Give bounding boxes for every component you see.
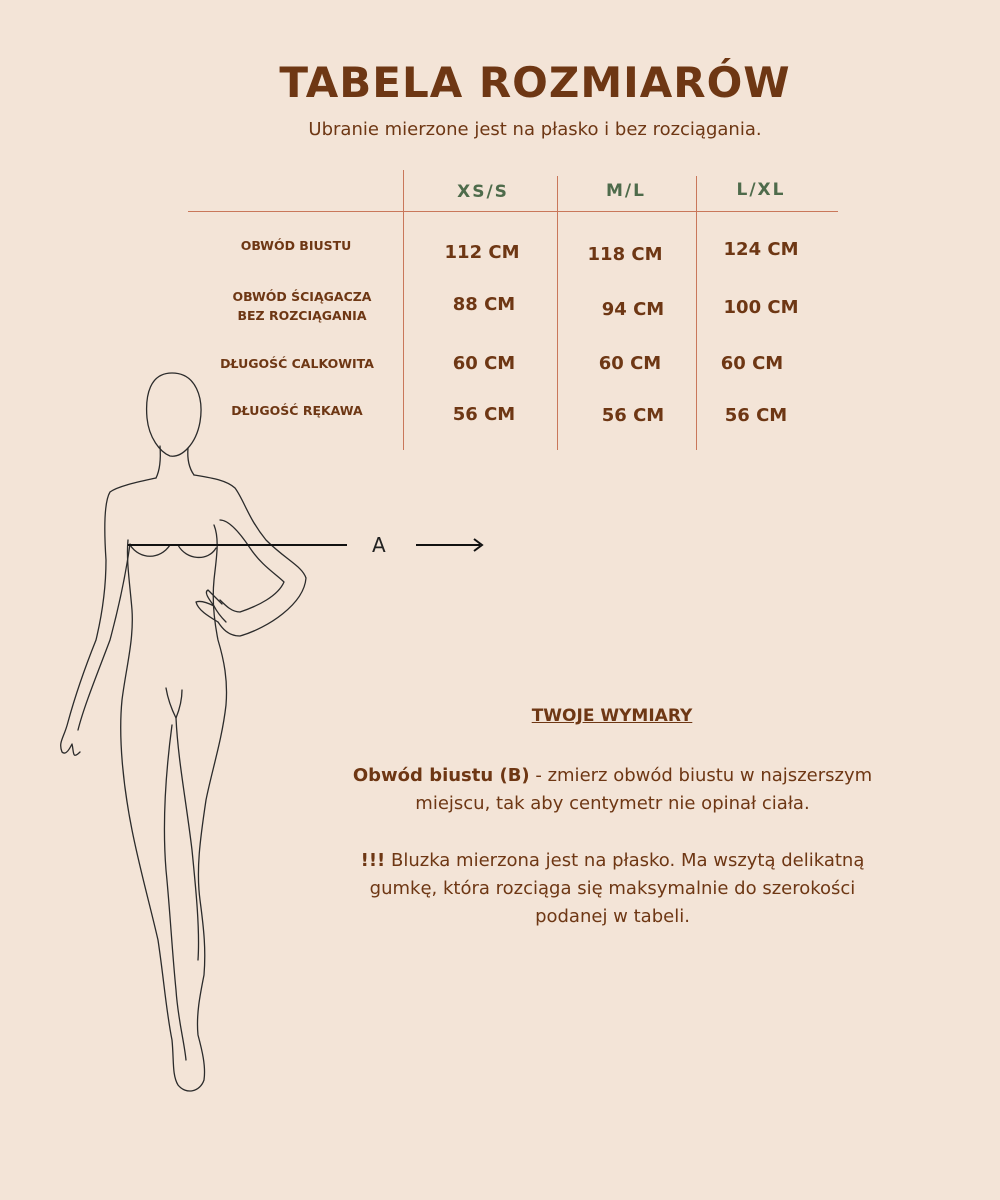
table-cell: 60 CM [452,353,516,374]
warning-marks: !!! [360,850,386,871]
measure-label-a: A [372,533,386,557]
column-header-xs-s: XS/S [457,182,509,202]
table-column-divider [696,176,697,450]
table-cell: 56 CM [601,405,665,426]
table-cell: 94 CM [601,299,665,320]
column-header-l-xl: L/XL [736,180,786,200]
table-cell: 56 CM [724,405,788,426]
row-label-length: DŁUGOŚĆ CALKOWITA [220,356,374,371]
row-label-bust: OBWÓD BIUSTU [240,238,352,253]
page-subtitle: Ubranie mierzone jest na płasko i bez rozciągania. [308,119,762,140]
page-title: TABELA ROZMIARÓW [279,58,791,107]
table-cell: 56 CM [452,404,516,425]
row-label-sleeve: DŁUGOŚĆ RĘKAWA [231,403,363,418]
row-label-band: OBWÓD ŚCIĄGACZA BEZ ROZCIĄGANIA [232,289,372,323]
table-column-divider [557,176,558,450]
table-cell: 124 CM [723,239,799,260]
bust-instruction: Obwód biustu (B) - zmierz obwód biustu w najszerszym miejscu, tak aby centymetr nie opinał ciała. [352,765,873,814]
table-cell: 118 CM [587,244,663,265]
table-cell: 60 CM [598,353,662,374]
info-title: TWOJE WYMIARY [531,706,693,726]
table-cell: 88 CM [452,294,516,315]
flat-measure-note: !!! Bluzka mierzona jest na płasko. Ma wszytą delikatną gumkę, która rozciąga się maksymalnie do szerokości podanej w tabeli. [360,850,865,927]
table-cell: 112 CM [444,242,520,263]
table-cell: 60 CM [720,353,784,374]
bust-label: Obwód biustu (B) [352,765,530,786]
column-header-m-l: M/L [606,181,646,201]
body-figure-illustration [0,0,520,1110]
table-cell: 100 CM [723,297,799,318]
